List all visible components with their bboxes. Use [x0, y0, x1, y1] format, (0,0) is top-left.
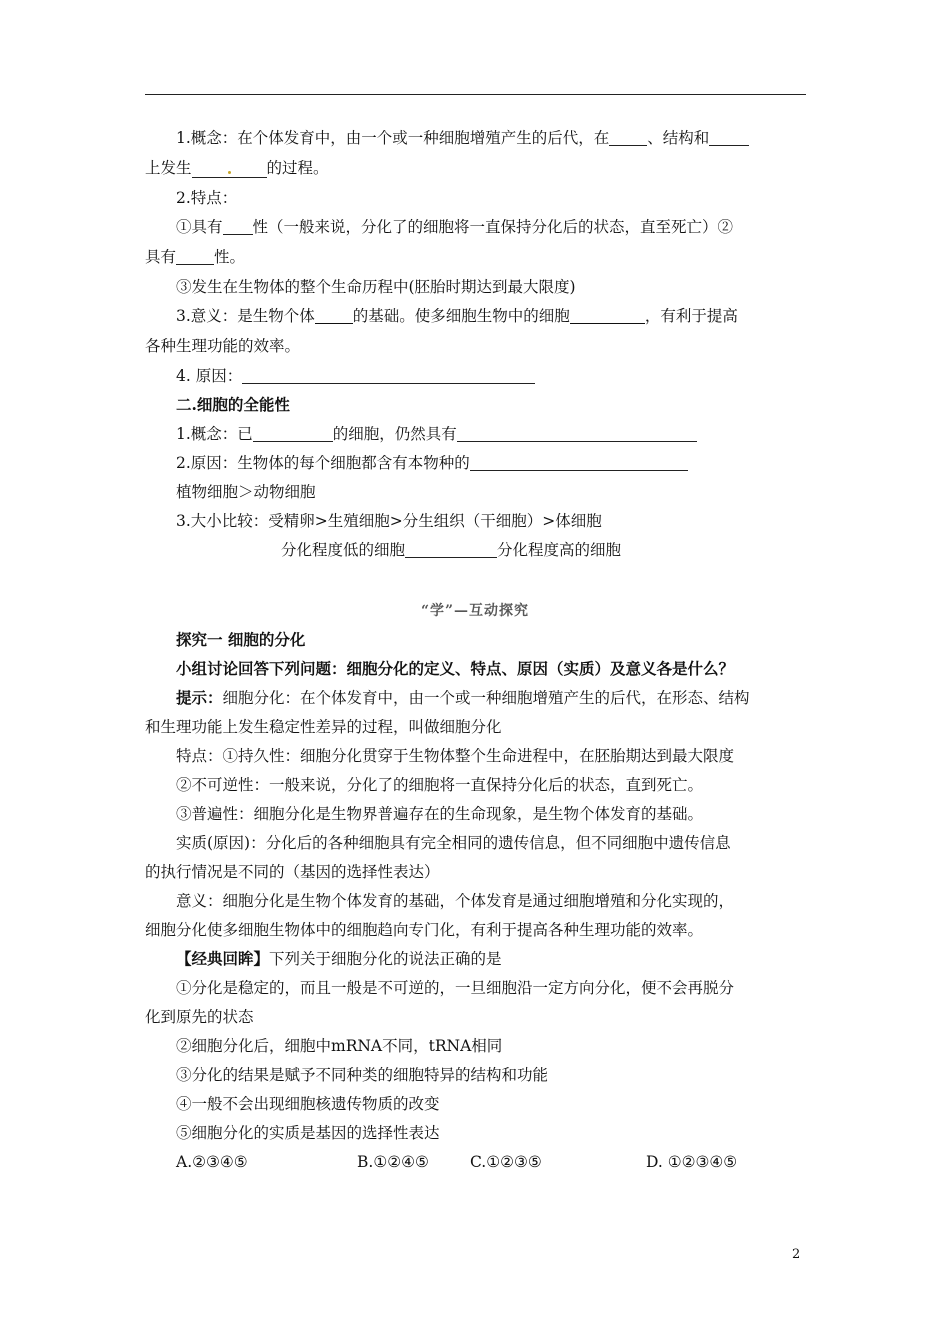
- header-rule: [145, 94, 806, 95]
- option-d[interactable]: D. ①②③④⑤: [646, 1153, 738, 1171]
- hint-line-1: [145, 688, 805, 708]
- text: ①具有: [176, 218, 223, 236]
- blank-6[interactable]: [315, 307, 353, 324]
- totipotency-compare-2: 3.大小比较：受精卵>生殖细胞>分生组织（干细胞）>体细胞: [176, 512, 602, 530]
- features-heading: 2.特点：: [176, 189, 238, 207]
- totipotency-compare-3: [281, 540, 781, 560]
- meaning-line-1: 意义：细胞分化是生物个体发育的基础，个体发育是通过细胞增殖和分化实现的，: [176, 892, 735, 910]
- meaning-line-2: 细胞分化使多细胞生物体中的细胞趋向专门化，有利于提高各种生理功能的效率。: [145, 921, 704, 939]
- text: 分化程度低的细胞: [281, 541, 406, 559]
- blank-10[interactable]: [457, 425, 697, 442]
- feature-line-2: [145, 247, 805, 267]
- concept-line-2: [145, 158, 805, 178]
- reason-line: [145, 366, 805, 386]
- option-b[interactable]: B.①②④⑤: [357, 1153, 429, 1171]
- page-number: 2: [792, 1247, 801, 1262]
- blank-5[interactable]: [176, 248, 214, 265]
- explore-question: 小组讨论回答下列问题：细胞分化的定义、特点、原因（实质）及意义各是什么？: [176, 659, 735, 678]
- review-item-1a: ①分化是稳定的，而且一般是不可逆的，一旦细胞沿一定方向分化，便不会再脱分: [176, 979, 735, 997]
- section-title: “学”—互动探究: [420, 603, 530, 619]
- option-a[interactable]: A.②③④⑤: [176, 1153, 248, 1171]
- blank-1[interactable]: [609, 129, 647, 146]
- text: 下列关于细胞分化的说法正确的是: [269, 950, 502, 968]
- hint-line-2: 和生理功能上发生稳定性差异的过程，叫做细胞分化: [145, 718, 502, 736]
- explore-heading: 探究一 细胞的分化: [176, 630, 306, 649]
- text: ，有利于提高: [644, 307, 738, 325]
- concept-line-1: [145, 128, 805, 148]
- blank-9[interactable]: [253, 425, 333, 442]
- text: 的过程。: [266, 159, 329, 177]
- text: 、结构和: [647, 129, 710, 147]
- text: 2.原因：生物体的每个细胞都含有本物种的: [176, 454, 470, 472]
- totipotency-compare-1: 植物细胞＞动物细胞: [176, 483, 316, 501]
- text: 性。: [214, 248, 246, 266]
- text: 1.概念：在个体发育中，由一个或一种细胞增殖产生的后代，在: [176, 129, 610, 147]
- text: 3.意义：是生物个体: [176, 307, 315, 325]
- text: 分化程度高的细胞: [497, 541, 622, 559]
- blank-3[interactable]: [192, 161, 267, 178]
- text: 细胞分化：在个体发育中，由一个或一种细胞增殖产生的后代，在形态、结构: [222, 689, 750, 707]
- blank-12[interactable]: [405, 541, 497, 558]
- essence-line-2: 的执行情况是不同的（基因的选择性表达）: [145, 863, 440, 881]
- text: 上发生: [145, 159, 192, 177]
- blank-4[interactable]: [223, 218, 253, 235]
- feature-irreversible: ②不可逆性：一般来说，分化了的细胞将一直保持分化后的状态，直到死亡。: [176, 776, 704, 794]
- feature-persistent: 特点：①持久性：细胞分化贯穿于生物体整个生命进程中，在胚胎期达到最大限度: [176, 747, 735, 765]
- text: 的基础。使多细胞生物中的细胞: [352, 307, 570, 325]
- review-item-2: ②细胞分化后，细胞中mRNA不同，tRNA相同: [176, 1037, 503, 1055]
- review-item-3: ③分化的结果是赋予不同种类的细胞特异的结构和功能: [176, 1066, 549, 1084]
- review-item-5: ⑤细胞分化的实质是基因的选择性表达: [176, 1124, 440, 1142]
- text: 1.概念：已: [176, 425, 253, 443]
- review-stem: [145, 949, 805, 969]
- blank-7[interactable]: [570, 307, 645, 324]
- blank-8[interactable]: [242, 367, 535, 384]
- blank-2[interactable]: [709, 129, 749, 146]
- text: 4. 原因：: [176, 367, 243, 385]
- review-item-1b: 化到原先的状态: [145, 1008, 254, 1026]
- option-c[interactable]: C.①②③⑤: [470, 1153, 542, 1171]
- significance-line-2: 各种生理功能的效率。: [145, 337, 301, 355]
- totipotency-heading: 二.细胞的全能性: [176, 395, 290, 414]
- text: 的细胞，仍然具有: [332, 425, 457, 443]
- essence-line-1: 实质(原因)：分化后的各种细胞具有完全相同的遗传信息，但不同细胞中遗传信息: [176, 834, 731, 852]
- totipotency-concept: [145, 424, 805, 444]
- feature-line-1: [145, 217, 805, 237]
- review-label: 【经典回眸】: [176, 949, 270, 968]
- feature-line-3: ③发生在生物体的整个生命历程中(胚胎时期达到最大限度): [176, 278, 576, 296]
- review-item-4: ④一般不会出现细胞核遗传物质的改变: [176, 1095, 440, 1113]
- significance-line-1: [145, 306, 805, 326]
- text: 性（一般来说，分化了的细胞将一直保持分化后的状态，直至死亡）②: [252, 218, 734, 236]
- text: 具有: [145, 248, 177, 266]
- totipotency-reason: [145, 453, 805, 473]
- feature-universal: ③普遍性：细胞分化是生物界普遍存在的生命现象，是生物个体发育的基础。: [176, 805, 704, 823]
- hint-label: 提示：: [176, 688, 223, 707]
- blank-11[interactable]: [470, 454, 688, 471]
